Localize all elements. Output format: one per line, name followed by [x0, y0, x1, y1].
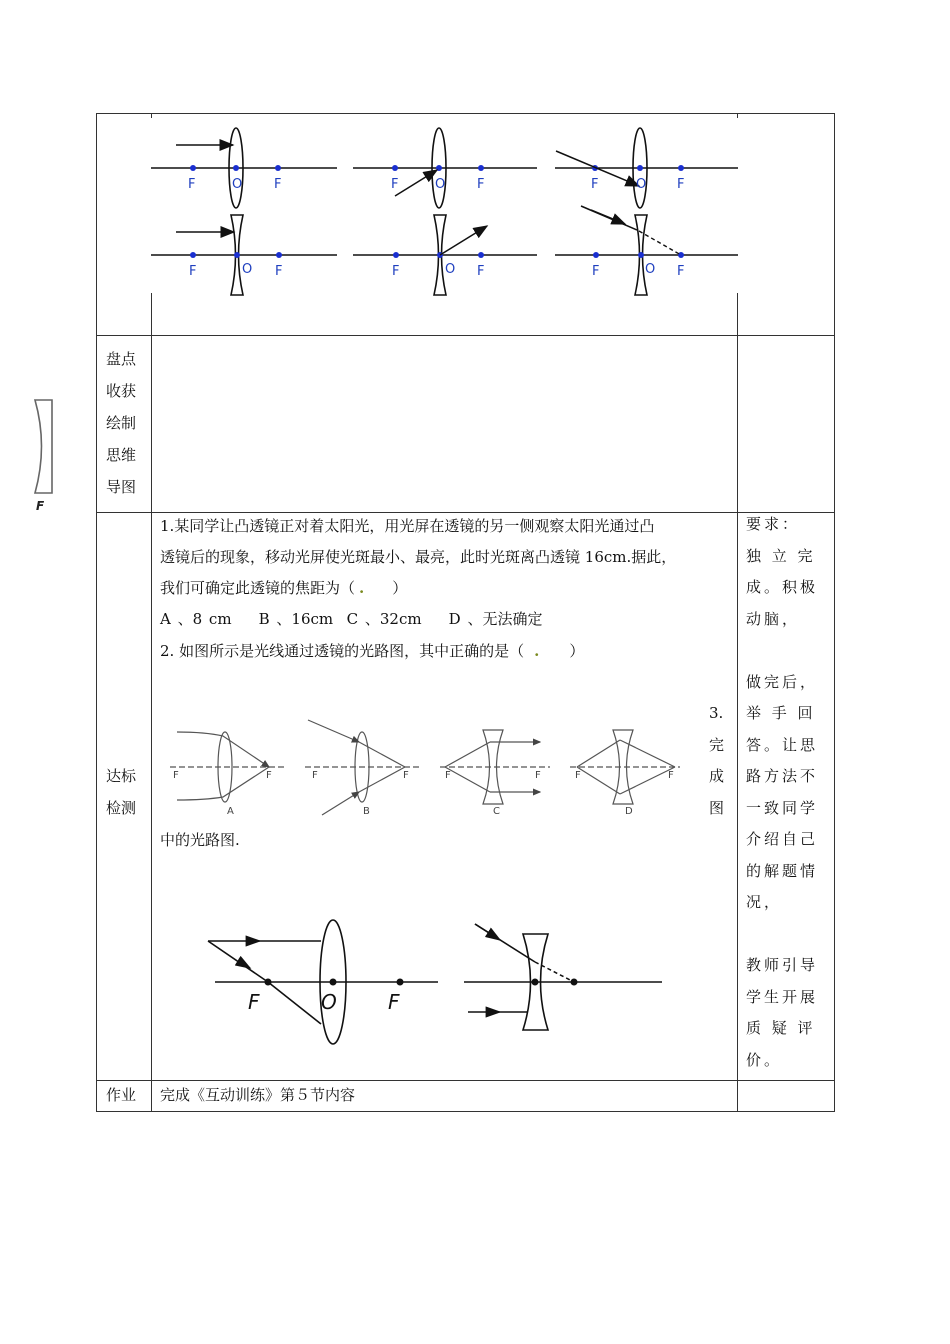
homework-text: 完成《互动训练》第５节内容 — [160, 1086, 356, 1104]
center-label: O — [232, 177, 243, 192]
side-note-line: 学生开展 — [746, 987, 819, 1006]
lens-ray-diagrams — [151, 118, 751, 303]
margin-focus-label: F — [36, 499, 45, 513]
focus-label: F — [477, 177, 485, 192]
side-note-line: 价。 — [746, 1050, 783, 1069]
q3-char: 3. — [709, 704, 724, 722]
table-bottom-border — [96, 1111, 834, 1112]
q3-center-label: O — [321, 990, 337, 1014]
side-note-line: 教师引导 — [746, 956, 819, 974]
label-line: 思维 — [106, 446, 137, 464]
focus-label: F — [189, 264, 197, 279]
q3-focus-label-right: F — [388, 990, 400, 1014]
side-note-line: 独 立 完 — [746, 546, 816, 565]
question-2: 2. 如图所示是光线通过透镜的光路图，其中正确的是（ . ） — [160, 642, 585, 660]
side-note-line: 一致同学 — [746, 798, 819, 817]
side-note-line — [746, 635, 828, 667]
question-3-figures — [200, 912, 670, 1047]
question-1-line-2: 透镜后的现象，移动光屏使光斑最小、最亮，此时光斑离凸透镜 16cm.据此， — [160, 548, 677, 566]
test-row-label — [106, 760, 146, 824]
figure-label-b: B — [363, 806, 370, 817]
side-note-line: 动脑， — [746, 609, 801, 628]
focus-label: F — [677, 177, 685, 192]
focus-label: F — [477, 264, 485, 279]
center-label: O — [435, 177, 446, 192]
question-1-line-1: 1.某同学让凸透镜正对着太阳光，用光屏在透镜的另一侧观察太阳光通过凸 — [160, 517, 655, 535]
label-line: 导图 — [106, 478, 137, 496]
question-3-vertical — [709, 698, 731, 824]
q3-char: 图 — [709, 798, 725, 817]
center-label: O — [445, 262, 456, 277]
side-note-line: 答。让思 — [746, 735, 819, 754]
q3-char: 完 — [709, 735, 725, 754]
fig-focus-label: F — [173, 770, 179, 781]
figure-label-c: C — [493, 806, 500, 817]
fig-focus-label: F — [668, 770, 674, 781]
row-divider-1 — [96, 335, 834, 336]
focus-label: F — [275, 264, 283, 279]
figure-label-d: D — [625, 806, 633, 817]
figure-label-a: A — [227, 806, 234, 817]
question-1-close: ） — [392, 579, 408, 597]
focus-label: F — [274, 177, 282, 192]
table-right-border — [834, 113, 835, 1112]
side-note-line: 介绍自己 — [746, 830, 819, 848]
label-line: 检测 — [106, 799, 137, 817]
mindmap-row-label — [106, 343, 146, 503]
side-note-line: 成。积极 — [746, 578, 819, 596]
side-note-line: 做完后， — [746, 672, 819, 691]
fig-focus-label: F — [266, 770, 272, 781]
side-note-line: 的解题情 — [746, 861, 819, 880]
side-notes — [746, 509, 828, 1076]
question-1-options: A 、8 cm B 、16cm C 、32cm D 、无法确定 — [160, 610, 543, 628]
side-note-line: 质 疑 评 — [746, 1019, 816, 1037]
focus-label: F — [591, 177, 599, 192]
focus-label: F — [391, 177, 399, 192]
fig-focus-label: F — [312, 770, 318, 781]
question-1-text: 我们可确定此透镜的焦距为（ — [160, 579, 356, 597]
focus-label: F — [592, 264, 600, 279]
homework-label: 作业 — [106, 1086, 137, 1104]
question-3-tail: 中的光路图. — [160, 831, 240, 849]
label-line: 绘制 — [106, 414, 137, 432]
side-note-line: 况， — [746, 893, 783, 911]
table-top-border — [96, 113, 834, 114]
fig-focus-label: F — [575, 770, 581, 781]
table-left-border — [96, 113, 97, 1112]
fig-focus-label: F — [445, 770, 451, 781]
fig-focus-label: F — [403, 770, 409, 781]
side-note-line: 路方法不 — [746, 767, 819, 785]
center-label: O — [636, 177, 647, 192]
label-line: 达标 — [106, 767, 137, 785]
label-line: 盘点 — [106, 350, 137, 368]
question-2-text: 2. 如图所示是光线通过透镜的光路图，其中正确的是（ — [160, 642, 525, 660]
center-label: O — [645, 262, 656, 277]
fig-focus-label: F — [535, 770, 541, 781]
question-2-close: ） — [569, 642, 585, 660]
focus-label: F — [188, 177, 196, 192]
side-note-line: 举 手 回 — [746, 704, 816, 722]
q3-char: 成 — [709, 767, 725, 785]
margin-lens-fragment — [28, 398, 68, 513]
question-1-line-3: 我们可确定此透镜的焦距为（ . ） — [160, 579, 408, 597]
center-label: O — [242, 262, 253, 277]
question-2-figures — [165, 712, 705, 822]
focus-label: F — [392, 264, 400, 279]
side-note-line — [746, 919, 828, 951]
focus-label: F — [677, 264, 685, 279]
q3-focus-label-left: F — [248, 990, 260, 1014]
label-line: 收获 — [106, 382, 137, 400]
side-note-line: 要求： — [746, 515, 801, 533]
